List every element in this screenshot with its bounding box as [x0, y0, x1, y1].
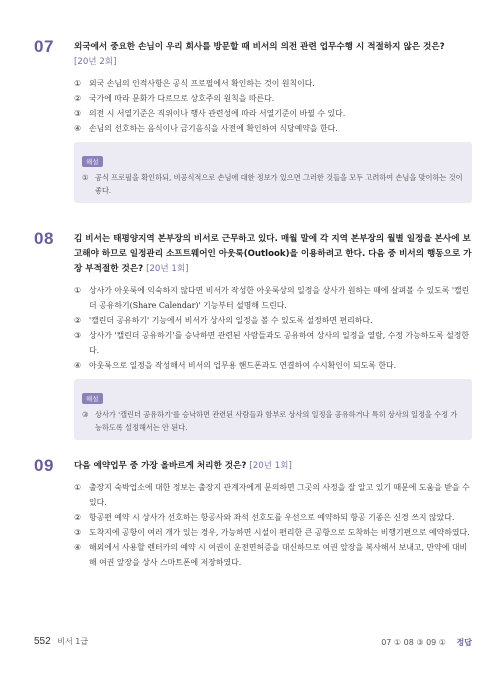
- question-number: 08: [34, 229, 54, 248]
- page-footer: [34, 636, 472, 650]
- answer-label: 정답: [456, 638, 472, 647]
- question-text: [74, 40, 472, 70]
- book-title: 비서 1급: [57, 637, 89, 646]
- explanation-body: 공식 프로필을 확인하되, 비공식적으로 손님에 대한 정보가 있으면 그러한 것들을 모두 고려하여 손님을 맞이하는 것이 좋다.: [95, 173, 463, 195]
- question-tag: [20년 2회]: [74, 57, 117, 67]
- choice-list: [74, 283, 472, 373]
- choice-number: ②: [74, 513, 82, 522]
- explanation-text: [82, 171, 464, 197]
- question-09: [34, 456, 472, 570]
- question-text-body: 김 비서는 태평양지역 본부장의 비서로 근무하고 있다. 매월 말에 각 지역 본부장의 월별 일정을 본사에 보고해야 하므로 일정관리 소프트웨어인 아웃룩(Outlook)을 이용하려고 한다. 다음 중 비서의 행동으로 가장 부적절한 것은?: [74, 234, 472, 274]
- choice-list: [74, 76, 472, 136]
- choice-number: ①: [74, 483, 82, 492]
- question-07: [34, 37, 472, 203]
- choice-text: 외국 손님의 인적사항은 공식 프로필에서 확인하는 것이 원칙이다.: [89, 79, 315, 88]
- explanation-body: 상사가 '캘린더 공유하기'를 승낙하면 관련된 사람들과 함부로 상사의 일정을 공유하거나 특히 상사의 일정을 수정 가능하도록 설정해서는 안 된다.: [95, 410, 458, 432]
- explanation-number: ①: [82, 173, 89, 182]
- question-tag: [20년 1회]: [146, 264, 189, 274]
- question-text: [74, 232, 472, 277]
- explanation-box: [74, 379, 472, 440]
- explanation-text: [82, 408, 464, 434]
- question-number: 07: [34, 37, 54, 56]
- choice-text: '캘린더 공유하기' 기능에서 비서가 상사의 일정을 볼 수 있도록 설정하면 편리하다.: [89, 316, 373, 325]
- question-text-body: 다음 예약업무 중 가장 올바르게 처리한 것은?: [74, 461, 247, 471]
- choice-number: ③: [74, 528, 82, 537]
- choice-text: 출장지 숙박업소에 대한 정보는 출장지 관계자에게 문의하면 그곳의 사정을 잘 알고 있기 때문에 도움을 받을 수 있다.: [89, 483, 470, 507]
- page-number: 552: [34, 636, 51, 647]
- choice-number: ③: [74, 109, 82, 118]
- choice-4: [74, 358, 472, 373]
- choice-number: ①: [74, 79, 82, 88]
- choice-number: ①: [74, 286, 82, 295]
- explanation-label: 해설: [82, 156, 103, 167]
- choice-text: 상사가 아웃룩에 익숙하지 않다면 비서가 작성한 아웃룩상의 일정을 상사가 원하는 때에 살펴볼 수 있도록 '캘린더 공유하기(Share Calendar)' 기능부터 설명해 드린다.: [89, 286, 470, 310]
- choice-4: [74, 121, 472, 136]
- choice-number: ②: [74, 316, 82, 325]
- choice-text: 손님의 선호하는 음식이나 금기음식을 사전에 확인하여 식당예약을 한다.: [89, 124, 338, 133]
- choice-number: ③: [74, 331, 82, 340]
- choice-text: 국가에 따라 문화가 다르므로 상호주의 원칙을 따른다.: [89, 94, 275, 103]
- choice-text: 의전 시 서열기준은 직위이나 행사 관련성에 따라 서열기준이 바뀔 수 있다.: [89, 109, 346, 118]
- question-08: [34, 229, 472, 440]
- question-text-body: 외국에서 중요한 손님이 우리 회사를 방문할 때 비서의 의전 관련 업무수행 시 적절하지 않은 것은?: [74, 42, 445, 52]
- explanation-box: [74, 142, 472, 203]
- choice-2: [74, 313, 472, 328]
- choice-text: 도착지에 공항이 여러 개가 있는 경우, 가능하면 시설이 편리한 큰 공항으로 도착하는 비행기편으로 예약하였다.: [89, 528, 470, 537]
- explanation-number: ③: [82, 410, 89, 419]
- answer-values: 07 ① 08 ③ 09 ①: [381, 638, 446, 647]
- explanation-label: 해설: [82, 393, 103, 404]
- choice-4: [74, 540, 472, 570]
- choice-1: [74, 283, 472, 313]
- choice-text: 해외에서 사용할 렌터카의 예약 시 여권이 운전면허증을 대신하므로 여권 앞장을 복사해서 보내고, 만약에 대비해 여권 앞장을 상사 스마트폰에 저장하였다.: [89, 543, 468, 567]
- choice-text: 상사가 '캘린더 공유하기'를 승낙하면 관련된 사람들과도 공유하여 상사의 일정을 열람, 수정 가능하도록 설정한다.: [89, 331, 469, 355]
- choice-3: [74, 525, 472, 540]
- choice-number: ④: [74, 124, 82, 133]
- question-tag: [20년 1회]: [249, 461, 292, 471]
- question-number: 09: [34, 456, 54, 475]
- choice-1: [74, 480, 472, 510]
- choice-text: 아웃룩으로 일정을 작성해서 비서의 업무용 핸드폰과도 연결하여 수시확인이 되도록 한다.: [89, 361, 397, 370]
- choice-2: [74, 91, 472, 106]
- choice-number: ④: [74, 361, 82, 370]
- choice-3: [74, 328, 472, 358]
- choice-number: ④: [74, 543, 82, 552]
- answer-key: [381, 637, 472, 648]
- choice-3: [74, 106, 472, 121]
- choice-list: [74, 480, 472, 570]
- choice-number: ②: [74, 94, 82, 103]
- question-text: [74, 459, 472, 474]
- choice-2: [74, 510, 472, 525]
- choice-1: [74, 76, 472, 91]
- choice-text: 항공편 예약 시 상사가 선호하는 항공사와 좌석 선호도를 우선으로 예약하되 항공 기종은 신경 쓰지 않았다.: [89, 513, 455, 522]
